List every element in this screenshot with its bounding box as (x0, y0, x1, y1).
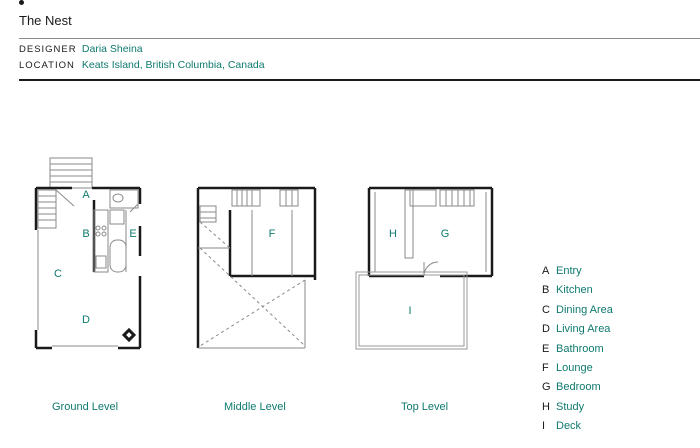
legend-name: Kitchen (556, 284, 593, 297)
legend-item-dining-area (542, 304, 613, 323)
fireplace (122, 328, 136, 342)
middle-level-plan (198, 188, 315, 348)
page-title: The Nest (19, 13, 72, 28)
room-label-a: A (82, 189, 90, 201)
room-label-b: B (82, 228, 90, 240)
legend-key: E (542, 342, 550, 355)
top-level-plan (356, 188, 492, 349)
room-label-e: E (129, 228, 137, 240)
legend-key: F (542, 361, 549, 374)
room-legend (542, 265, 613, 440)
legend-key: B (542, 284, 550, 297)
room-label-c: C (54, 268, 62, 280)
legend-key: C (542, 303, 550, 316)
top-level-label: Top Level (401, 401, 449, 413)
legend-key: I (542, 420, 546, 433)
room-label-h: H (389, 228, 397, 240)
designer-value: Daria Sheina (81, 43, 143, 55)
location-value: Keats Island, British Columbia, Canada (81, 59, 265, 71)
ground-level-label: Ground Level (52, 401, 119, 413)
exterior-stairs (50, 158, 92, 188)
location-label: LOCATION (19, 60, 75, 71)
room-label-i: I (408, 305, 412, 317)
legend-item-bathroom (542, 343, 613, 362)
legend-name: Living Area (556, 323, 611, 336)
room-label-f: F (268, 228, 276, 240)
legend-key: G (542, 381, 551, 394)
legend-name: Bathroom (556, 342, 604, 355)
legend-name: Deck (556, 420, 582, 433)
legend-item-living-area (542, 323, 613, 342)
legend-item-bedroom (542, 381, 613, 400)
legend-item-entry (542, 265, 613, 284)
room-label-g: G (440, 228, 450, 240)
middle-interior (198, 190, 305, 348)
legend-name: Lounge (556, 361, 593, 374)
legend-key: H (542, 400, 550, 413)
ground-level-plan (36, 158, 140, 348)
legend-name: Bedroom (556, 381, 601, 394)
legend-item-kitchen (542, 284, 613, 303)
legend-key: D (542, 323, 550, 336)
designer-label: DESIGNER (19, 44, 77, 55)
legend-name: Study (556, 400, 585, 413)
middle-level-label: Middle Level (224, 401, 286, 413)
legend-item-deck (542, 420, 613, 439)
legend-item-study (542, 401, 613, 420)
legend-key: A (542, 265, 550, 277)
room-label-d: D (82, 314, 90, 326)
legend-item-lounge (542, 362, 613, 381)
legend-name: Dining Area (556, 303, 613, 316)
legend-name: Entry (556, 265, 582, 277)
